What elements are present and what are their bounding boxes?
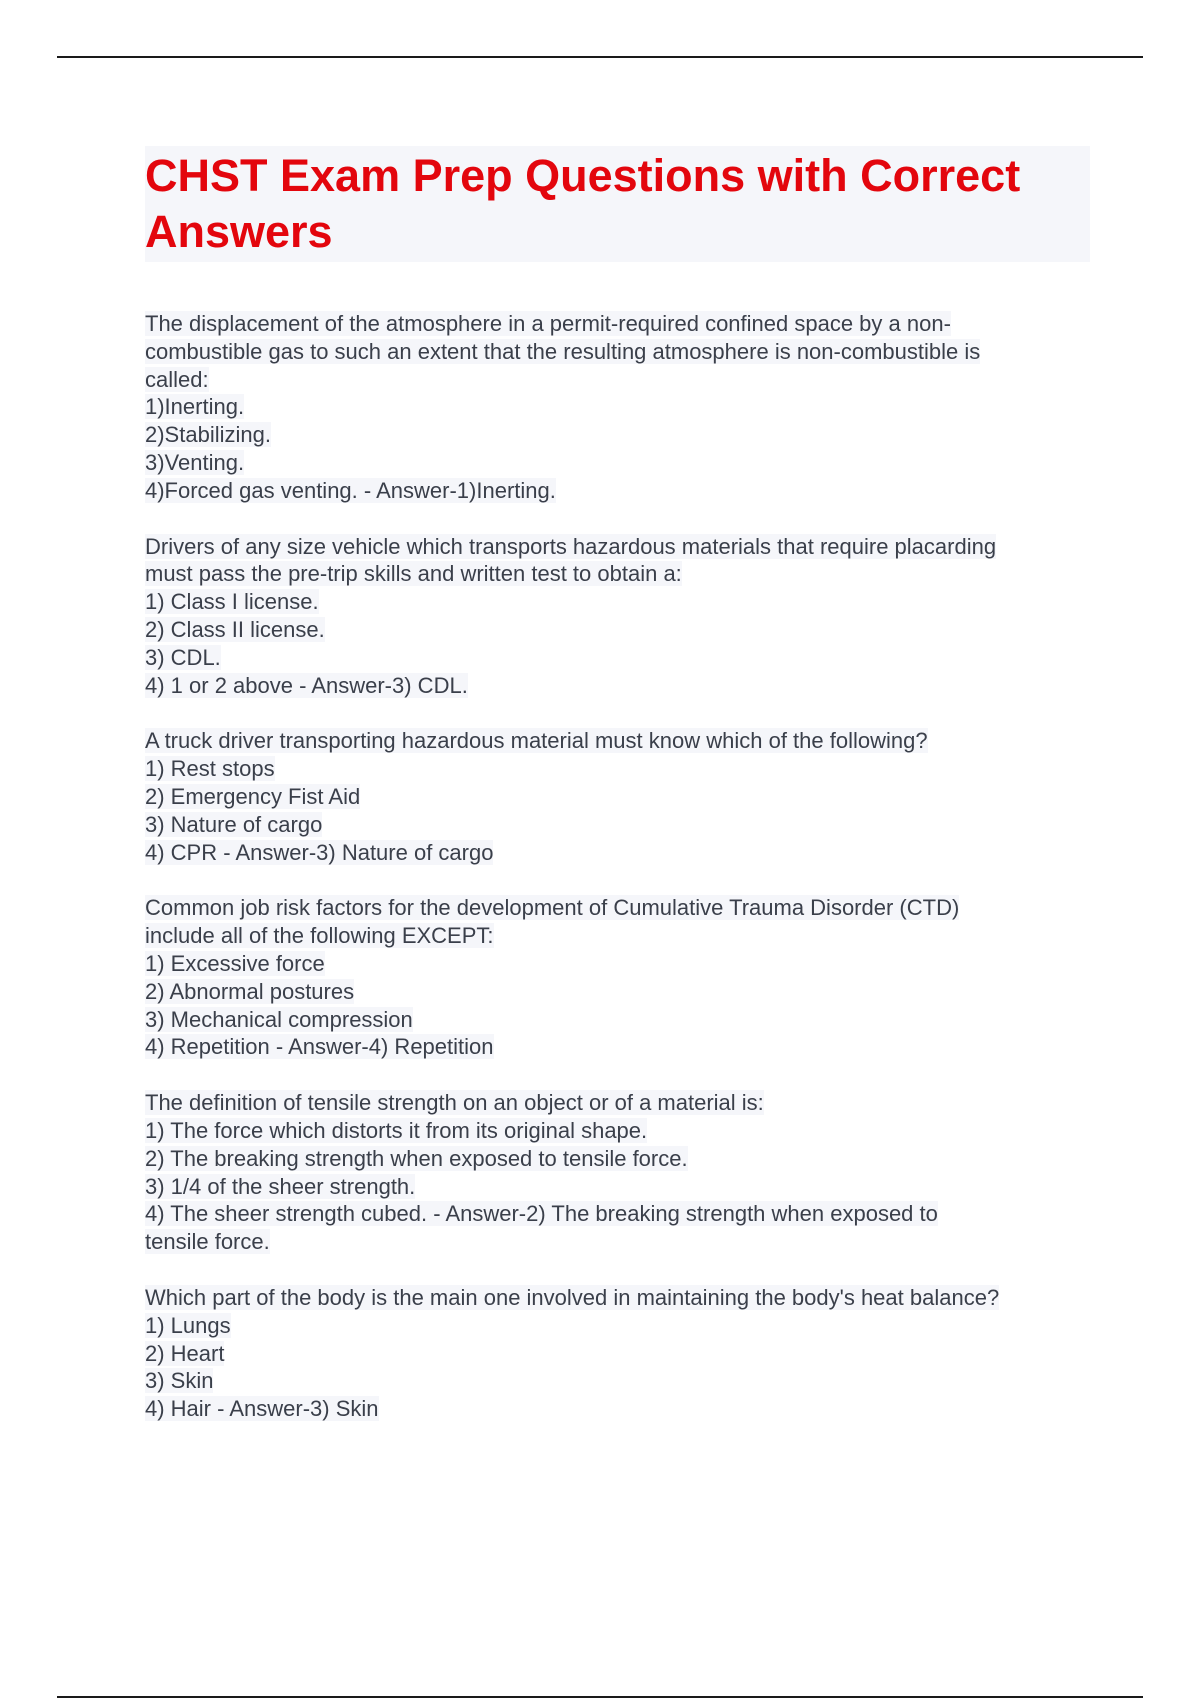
question-line [145, 421, 1090, 449]
question-line-text: Common job risk factors for the development of Cumulative Trauma Disorder (CTD) [145, 895, 960, 921]
top-rule [57, 56, 1143, 58]
question-block [145, 533, 1090, 700]
question-line-text: 1) Excessive force [145, 950, 325, 976]
question-line-text: 4)Forced gas venting. - Answer-1)Inerting. [145, 477, 556, 503]
question-line-text: The definition of tensile strength on an object or of a material is: [145, 1090, 764, 1116]
question-line [145, 1312, 1090, 1340]
question-text [145, 310, 1090, 338]
question-text [145, 727, 1090, 755]
question-line [145, 1145, 1090, 1173]
question-line-text: 3) Skin [145, 1368, 214, 1394]
question-line [145, 1340, 1090, 1368]
question-line-text: must pass the pre-trip skills and written test to obtain a: [145, 561, 682, 587]
question-line [145, 922, 1090, 950]
question-line-text: 3) Nature of cargo [145, 811, 323, 837]
document-title: CHST Exam Prep Questions with Correct Answers [145, 146, 1090, 262]
question-line-text: Which part of the body is the main one involved in maintaining the body's heat balance? [145, 1284, 1000, 1310]
question-line [145, 616, 1090, 644]
question-line [145, 1006, 1090, 1034]
question-line-text: 3) Mechanical compression [145, 1006, 413, 1032]
question-block [145, 894, 1090, 1061]
question-text [145, 1089, 1090, 1117]
question-line-text: 2) Class II license. [145, 616, 325, 642]
question-text [145, 894, 1090, 922]
question-line-text: 2) Heart [145, 1340, 225, 1366]
question-line [145, 366, 1090, 394]
question-line-text: 1) Lungs [145, 1312, 231, 1338]
question-list [145, 310, 1090, 1423]
question-line-text: 4) The sheer strength cubed. - Answer-2) The breaking strength when exposed to [145, 1201, 938, 1227]
question-line [145, 1033, 1090, 1061]
question-line-text: 2) Abnormal postures [145, 978, 355, 1004]
question-line [145, 1173, 1090, 1201]
question-line-text: 4) 1 or 2 above - Answer-3) CDL. [145, 672, 468, 698]
question-line-text: 1)Inerting. [145, 394, 245, 420]
question-line-text: 4) CPR - Answer-3) Nature of cargo [145, 839, 494, 865]
question-line [145, 672, 1090, 700]
question-text [145, 1284, 1090, 1312]
question-line [145, 755, 1090, 783]
question-line-text: 1) The force which distorts it from its original shape. [145, 1117, 648, 1143]
question-block [145, 727, 1090, 866]
question-line-text: include all of the following EXCEPT: [145, 923, 494, 949]
question-line-text: 1) Rest stops [145, 756, 275, 782]
question-line-text: 3) 1/4 of the sheer strength. [145, 1173, 416, 1199]
question-line [145, 783, 1090, 811]
question-line-text: The displacement of the atmosphere in a permit-required confined space by a non- [145, 311, 951, 336]
question-line [145, 978, 1090, 1006]
question-line [145, 338, 1090, 366]
question-line-text: combustible gas to such an extent that the resulting atmosphere is non-combustible is [145, 338, 981, 364]
question-line-text: 2) The breaking strength when exposed to tensile force. [145, 1145, 688, 1171]
question-block [145, 1284, 1090, 1423]
question-line [145, 477, 1090, 505]
question-line [145, 811, 1090, 839]
question-line-text: tensile force. [145, 1229, 270, 1255]
document-page [145, 146, 1090, 1451]
question-line-text: called: [145, 366, 209, 392]
question-line-text: 3)Venting. [145, 449, 245, 475]
question-line [145, 1228, 1090, 1256]
question-block [145, 1089, 1090, 1256]
question-line [145, 1117, 1090, 1145]
question-line-text: 4) Repetition - Answer-4) Repetition [145, 1034, 494, 1060]
question-line-text: A truck driver transporting hazardous material must know which of the following? [145, 728, 928, 754]
question-line [145, 1395, 1090, 1423]
question-line [145, 950, 1090, 978]
question-line [145, 560, 1090, 588]
question-line-text: 2)Stabilizing. [145, 422, 271, 448]
question-line-text: Drivers of any size vehicle which transports hazardous materials that require placarding [145, 533, 997, 559]
question-line-text: 2) Emergency Fist Aid [145, 783, 361, 809]
question-text [145, 533, 1090, 561]
question-line [145, 1200, 1090, 1228]
question-line-text: 3) CDL. [145, 644, 221, 670]
question-line [145, 449, 1090, 477]
question-line-text: 1) Class I license. [145, 589, 319, 615]
question-line [145, 644, 1090, 672]
question-line-text: 4) Hair - Answer-3) Skin [145, 1396, 379, 1422]
question-block [145, 310, 1090, 505]
question-line [145, 393, 1090, 421]
question-line [145, 1367, 1090, 1395]
bottom-rule [57, 1696, 1143, 1698]
question-line [145, 839, 1090, 867]
question-line [145, 588, 1090, 616]
